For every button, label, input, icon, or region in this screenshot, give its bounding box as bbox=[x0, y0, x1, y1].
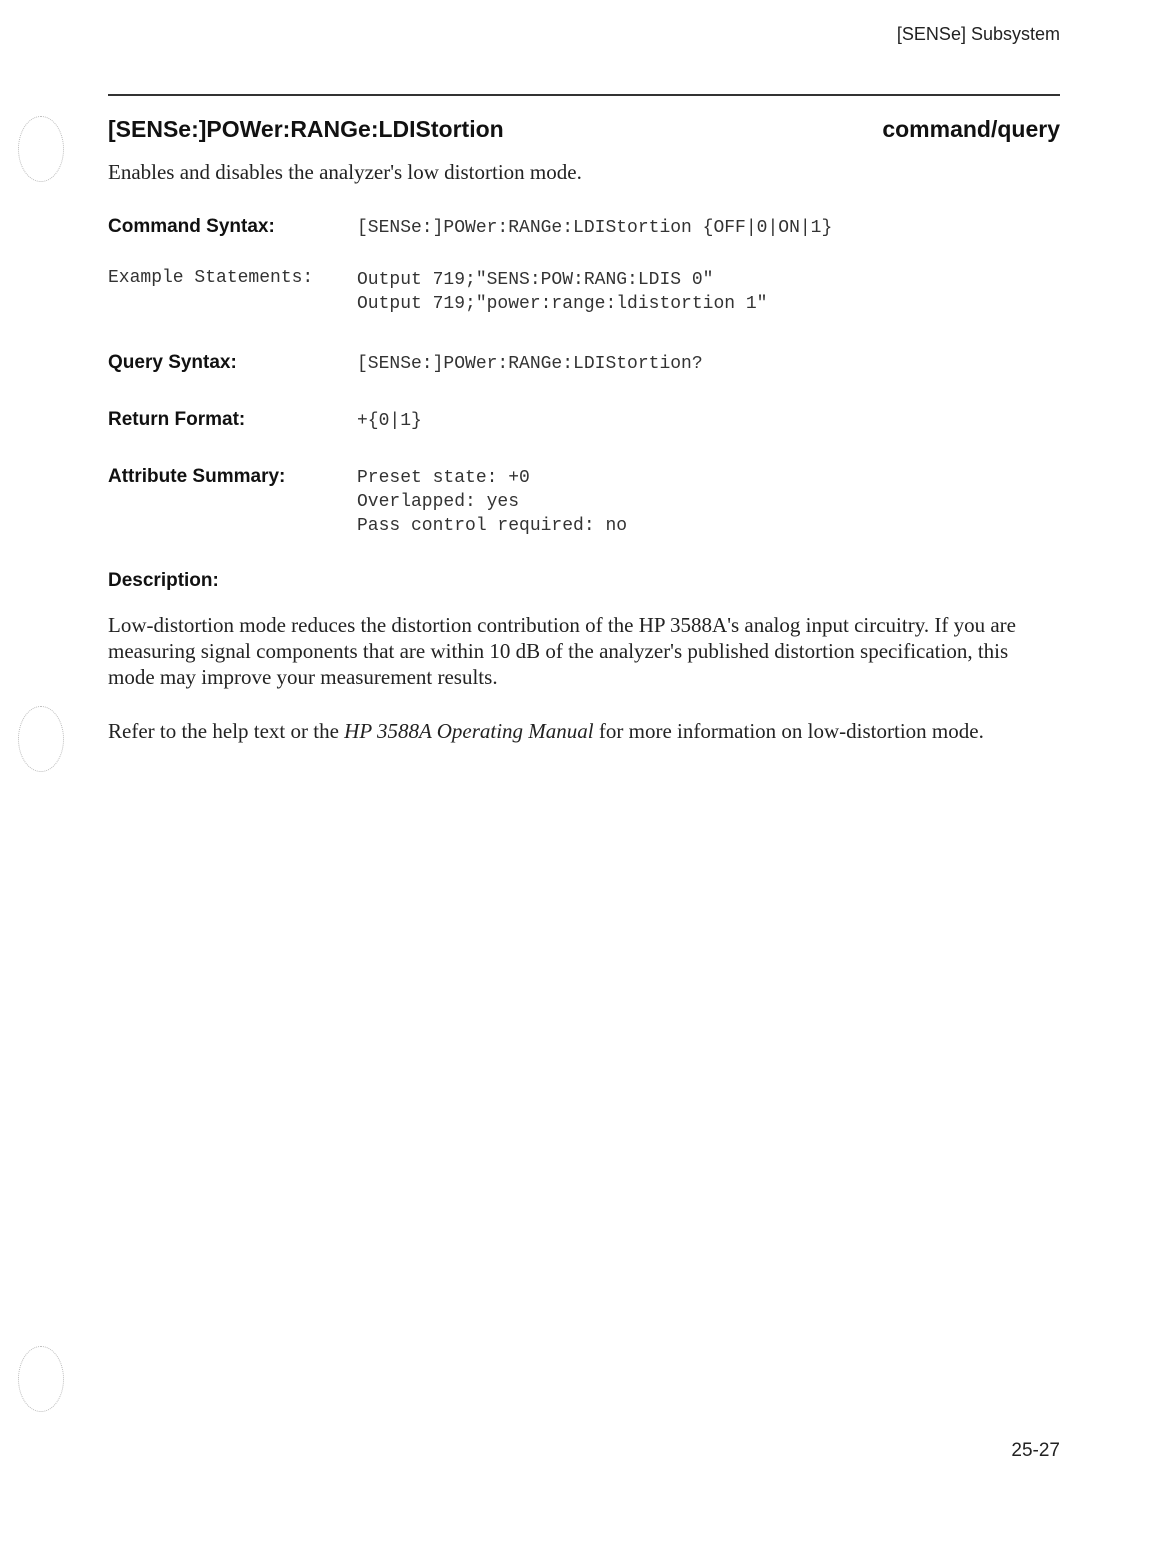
attribute-preset-state: Preset state: +0 bbox=[357, 468, 530, 488]
description-paragraph-2 bbox=[108, 718, 1058, 744]
attribute-summary-label: Attribute Summary: bbox=[108, 466, 286, 487]
command-syntax-label: Command Syntax: bbox=[108, 216, 275, 237]
running-head: [SENSe] Subsystem bbox=[896, 24, 1060, 44]
query-syntax-value: [SENSe:]POWer:RANGe:LDIStortion? bbox=[357, 354, 703, 374]
para2-text-pre: Refer to the help text or the bbox=[108, 719, 345, 743]
query-syntax-label: Query Syntax: bbox=[108, 352, 237, 373]
return-format-label: Return Format: bbox=[108, 409, 246, 430]
section-divider bbox=[108, 94, 1060, 96]
description-heading: Description: bbox=[108, 570, 219, 591]
para2-text-post: for more information on low-distortion mode. bbox=[593, 719, 984, 743]
return-format-value: +{0|1} bbox=[357, 411, 422, 431]
attribute-overlapped: Overlapped: yes bbox=[357, 492, 520, 512]
command-type: command/query bbox=[882, 116, 1060, 142]
page-number: 25-27 bbox=[1011, 1440, 1060, 1461]
manual-title: HP 3588A Operating Manual bbox=[344, 719, 594, 743]
punch-hole-mark bbox=[18, 1346, 64, 1412]
attribute-pass-control: Pass control required: no bbox=[357, 516, 628, 536]
example-statement-2: Output 719;"power:range:ldistortion 1" bbox=[357, 294, 768, 314]
description-paragraph-1: Low-distortion mode reduces the distortion contribution of the HP 3588A's analog input circuitry. If you are measuring signal components that are within 10 dB of the analyzer's published distortion specification, this mode may improve your measurement results. bbox=[108, 613, 1016, 689]
punch-hole-mark bbox=[18, 116, 64, 182]
punch-hole-mark bbox=[18, 706, 64, 772]
command-syntax-value: [SENSe:]POWer:RANGe:LDIStortion {OFF|0|ON|1} bbox=[357, 218, 833, 238]
example-statements-label: Example Statements: bbox=[108, 268, 314, 288]
command-title: [SENSe:]POWer:RANGe:LDIStortion bbox=[108, 116, 504, 142]
example-statement-1: Output 719;"SENS:POW:RANG:LDIS 0" bbox=[357, 270, 714, 290]
command-intro: Enables and disables the analyzer's low distortion mode. bbox=[108, 160, 582, 184]
